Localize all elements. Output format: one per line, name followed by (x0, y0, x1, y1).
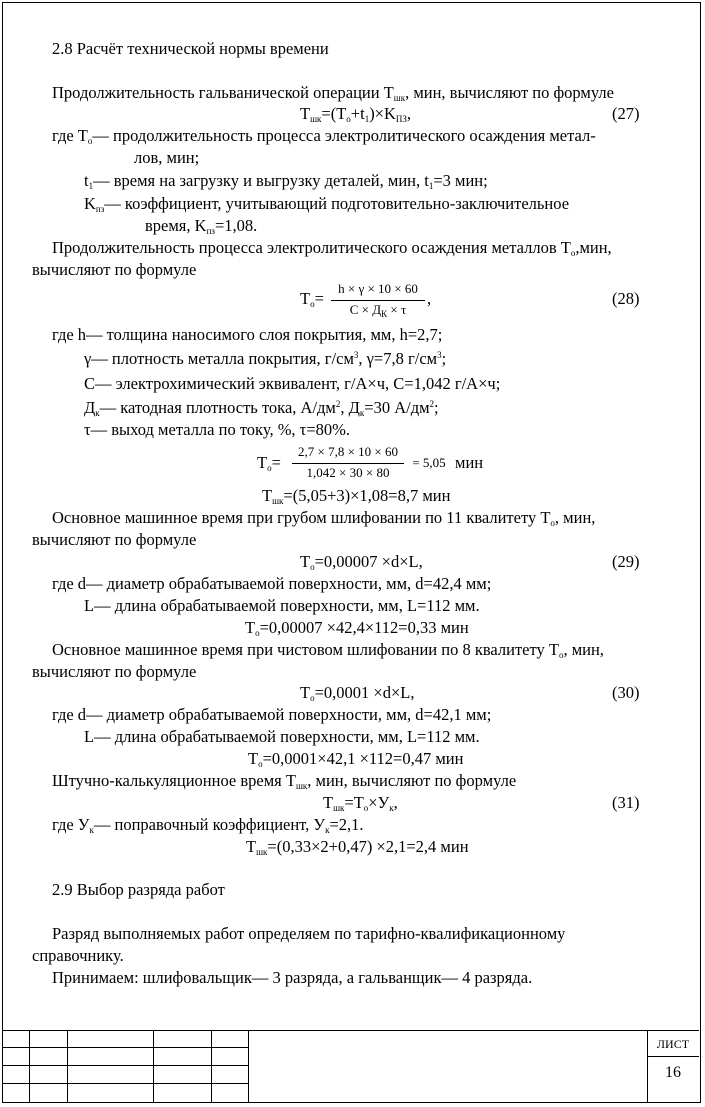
section-heading-2-9: 2.9 Выбор разряда работ (52, 880, 225, 899)
where-to: где $T_о—$ продолжительность процесса электролитического осаждения метал- (52, 126, 596, 146)
formula-28-left: $T_о=$ (300, 289, 324, 309)
stamp-col-line-2 (67, 1030, 68, 1103)
formula-number-30: (30) (612, 683, 640, 702)
paragraph-grade: Разряд выполняемых работ определяем по тарифно-квалификационному (52, 924, 566, 943)
paragraph-electrolytic-duration-cont: вычисляют по формуле (32, 260, 197, 279)
formula-28-denominator: $C \times Д_К \times \tau$ (349, 302, 407, 319)
stamp-sheet-divider (647, 1056, 699, 1057)
formula-number-27: (27) (612, 104, 640, 123)
calc-to-unit: мин (455, 453, 484, 472)
formula-28-fraction-bar (331, 300, 425, 301)
calc-to-fraction-bar (292, 463, 404, 464)
paragraph-finish-grinding-cont: вычисляют по формуле (32, 662, 197, 681)
where-kpz-cont: время, $K_{пз}=1,08$. (145, 216, 258, 236)
formula-29: $T_о=0,00007 \times d\times L$, (300, 552, 423, 572)
where-dk: $Д_к—$ катодная плотность тока, $А/дм^2$, $Д_к=30$ $А/дм^2$; (84, 398, 439, 418)
paragraph-rough-grinding: Основное машинное время при грубом шлифовании по 11 квалитету $T_о$, мин, (52, 508, 596, 528)
section-heading-2-8: 2.8 Расчёт технической нормы времени (52, 39, 329, 58)
where-l-29: L— длина обрабатываемой поверхности, мм, L=112 мм. (84, 596, 480, 615)
paragraph-accept: Принимаем: шлифовальщик— 3 разряда, а гальванщик— 4 разряда. (52, 968, 533, 987)
where-d-30: где d— диаметр обрабатываемой поверхности, мм, d=42,1 мм; (52, 705, 492, 724)
title-block-stamp (2, 1030, 701, 1103)
stamp-col-line-3 (153, 1030, 154, 1103)
where-gamma: γ— плотность металла покрытия, $г/см^3$, γ=7,8 $г/см^3$; (84, 349, 447, 368)
sheet-number: 16 (665, 1064, 681, 1081)
calc-tshk-31: $T_{шк}=(0,33\times 2+0,47) \times 2,1=2,4$ мин (246, 837, 469, 857)
where-kpz: $K_{пз}—$ коэффициент, учитывающий подготовительно-заключительное (84, 194, 570, 214)
calc-tshk: $T_{шк}=(5,05+3)\times 1,08=8,7$ мин (262, 486, 451, 506)
formula-28-comma: , (427, 289, 432, 308)
calc-to-30: $T_о=0,0001\times 42,1 \times 112=0,47$ мин (248, 749, 464, 769)
where-uk: где $У_к—$ поправочный коэффициент, $У_к=2,1$. (52, 815, 364, 835)
where-tau: τ— выход металла по току, %, τ=80%. (84, 420, 350, 439)
paragraph-finish-grinding: Основное машинное время при чистовом шлифовании по 8 квалитету $T_о$, мин, (52, 640, 604, 660)
calc-to-numerator: 2,7 × 7,8 × 10 × 60 (298, 444, 398, 459)
where-to-cont: лов, мин; (134, 148, 200, 167)
paragraph-electrolytic-duration: Продолжительность процесса электролитического осаждения металлов $T_о,мин$, (52, 238, 612, 258)
where-d-29: где d— диаметр обрабатываемой поверхности, мм, d=42,4 мм; (52, 574, 492, 593)
paragraph-grade-cont: справочнику. (32, 946, 124, 965)
formula-number-29: (29) (612, 552, 640, 571)
formula-31: $T_{шк}=T_о\times У_к$, (323, 793, 398, 813)
where-l-30: L— длина обрабатываемой поверхности, мм, L=112 мм. (84, 727, 480, 746)
sheet-label: ЛИСТ (656, 1037, 690, 1051)
where-t1: $t_1—$ время на загрузку и выгрузку деталей, мин, $t_1=3$ мин; (84, 171, 488, 191)
stamp-col-line-4 (211, 1030, 212, 1103)
formula-number-28: (28) (612, 289, 640, 308)
stamp-col-line-1 (29, 1030, 30, 1103)
calc-to-left: $T_о=$ (257, 453, 281, 473)
paragraph-piece-time: Штучно-калькуляционное время $T_{шк}$, мин, вычисляют по формуле (52, 771, 517, 791)
stamp-top-line (2, 1030, 699, 1031)
paragraph-rough-grinding-cont: вычисляют по формуле (32, 530, 197, 549)
stamp-col-line-5 (248, 1030, 249, 1103)
calc-to-result: = 5,05 (412, 455, 446, 470)
formula-number-31: (31) (612, 793, 640, 812)
formula-30: $T_о=0,0001 \times d\times L$, (300, 683, 415, 703)
paragraph-galvanic-duration: Продолжительность гальванической операции $T_{шк}$, мин, вычисляют по формуле (52, 83, 614, 103)
calc-to-29: $T_о=0,00007 \times 42,4\times 112=0,33$ мин (245, 618, 469, 638)
calc-to-denominator: 1,042 × 30 × 80 (306, 465, 390, 480)
formula-27: $T_{шк}=(T_о+t_1)\times K_{ПЗ}$, (300, 104, 412, 124)
where-c: С— электрохимический эквивалент, г/А×ч, С=1,042 г/А×ч; (84, 374, 501, 393)
where-h: где h— толщина наносимого слоя покрытия, мм, h=2,7; (52, 325, 443, 344)
formula-28-numerator: h × γ × 10 × 60 (338, 281, 418, 296)
